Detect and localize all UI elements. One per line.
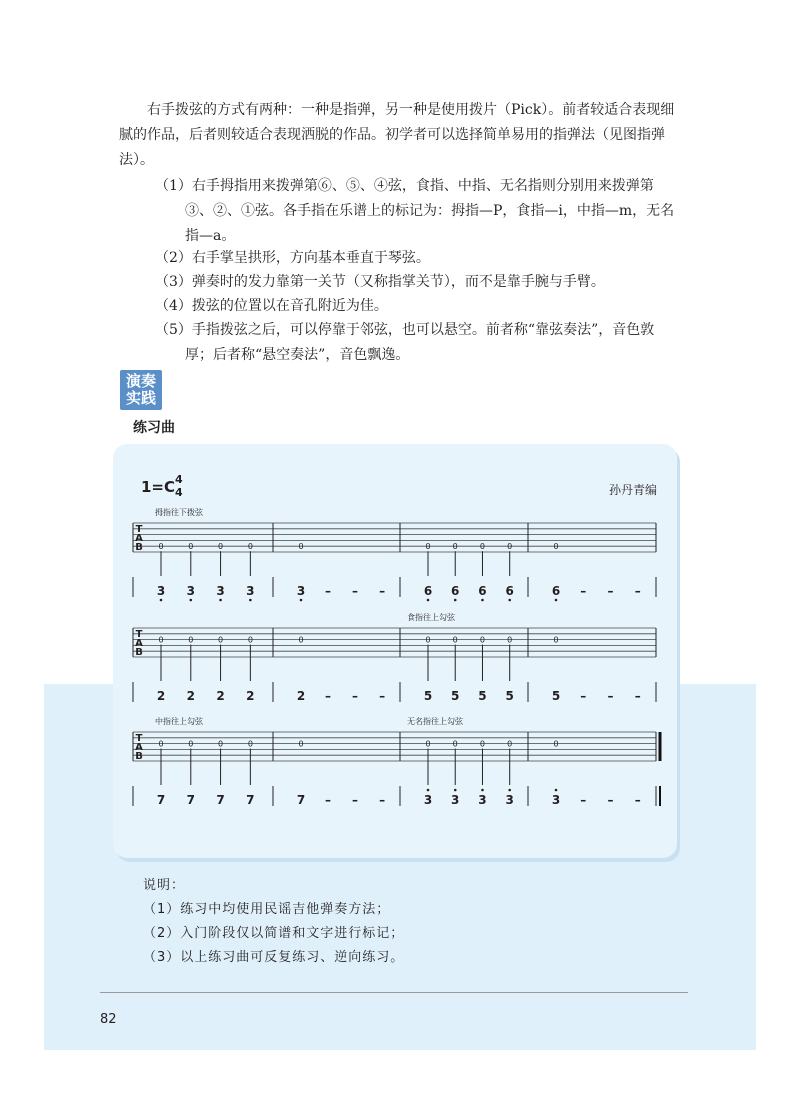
list-item: （4）拨弦的位置以在音孔附近为佳。: [155, 298, 388, 314]
tab-clef-letter: T: [135, 629, 143, 640]
octave-dot: [555, 789, 558, 792]
intro-paragraph: 右手拨弦的方式有两种：一种是指弹，另一种是使用拨片（Pick）。前者较适合表现细腻的作品，后者则较适合表现洒脱的作品。初学者可以选择简单易用的指弹法（见图指弹法）。: [119, 102, 675, 168]
jianpu-note: 3: [156, 584, 166, 598]
octave-dot: [508, 599, 511, 602]
tab-fret-number: 0: [452, 542, 458, 552]
tab-fret-number: 0: [218, 635, 224, 645]
sustain-dash: –: [352, 793, 359, 807]
jianpu-note: 5: [423, 689, 433, 703]
time-signature-bottom: 4: [175, 486, 183, 499]
sustain-dash: –: [580, 689, 587, 703]
tab-fret-number: 0: [158, 542, 164, 552]
tab-fret-number: 0: [507, 542, 513, 552]
jianpu-note: 7: [186, 793, 195, 807]
jianpu-note: 3: [296, 584, 306, 598]
section-title: 练习曲: [133, 420, 175, 436]
note-line: （3）以上练习曲可反复练习、逆向练习。: [143, 950, 405, 965]
badge-line: 实践: [125, 389, 156, 407]
sustain-dash: –: [379, 793, 386, 807]
tab-fret-number: 0: [479, 542, 486, 552]
jianpu-note: 7: [246, 793, 255, 807]
sustain-dash: –: [634, 584, 641, 598]
tab-fret-number: 0: [298, 739, 304, 749]
octave-dot: [481, 599, 484, 602]
tab-clef-letter: A: [135, 742, 143, 753]
tab-fret-number: 0: [247, 542, 253, 552]
note-line: （1）练习中均使用民谣吉他弹奏方法；: [143, 902, 391, 917]
sustain-dash: –: [379, 584, 386, 598]
tab-fret-number: 0: [553, 635, 559, 645]
sustain-dash: –: [580, 793, 587, 807]
tab-fret-number: 0: [507, 635, 513, 645]
technique-label: 无名指往上勾弦: [407, 717, 463, 726]
tab-fret-number: 0: [247, 635, 253, 645]
tab-fret-number: 0: [188, 542, 194, 552]
technique-label: 拇指往下拨弦: [155, 508, 203, 517]
tab-fret-number: 0: [218, 739, 224, 749]
tab-fret-number: 0: [452, 635, 458, 645]
octave-dot: [427, 599, 430, 602]
arranger-credit: 孙丹青编: [608, 483, 657, 497]
tab-fret-number: 0: [479, 739, 486, 749]
jianpu-note: 6: [423, 584, 433, 598]
jianpu-note: 3: [505, 793, 514, 807]
tab-clef-letter: A: [135, 533, 143, 544]
note-line: （2）入门阶段仅以简谱和文字进行标记；: [143, 926, 405, 941]
jianpu-note: 3: [216, 584, 225, 598]
tab-fret-number: 0: [425, 739, 431, 749]
tab-fret-number: 0: [247, 739, 253, 749]
octave-dot: [219, 599, 222, 602]
sustain-dash: –: [352, 689, 359, 703]
key-signature: 1=C: [141, 478, 176, 496]
sustain-dash: –: [607, 689, 614, 703]
jianpu-note: 3: [451, 793, 460, 807]
tab-score: [113, 444, 677, 858]
footer-divider: [100, 992, 688, 993]
octave-dot: [508, 789, 511, 792]
tab-fret-number: 0: [298, 542, 304, 552]
tab-clef-letter: B: [135, 542, 143, 553]
sustain-dash: –: [325, 793, 332, 807]
sustain-dash: –: [325, 689, 332, 703]
list-item: （5）手指拨弦之后，可以停靠于邻弦，也可以悬空。前者称“靠弦奏法”，音色敦厚；后者称“悬空奏法”，音色飘逸。: [155, 322, 655, 363]
jianpu-note: 5: [551, 689, 561, 703]
technique-label: 食指往上勾弦: [407, 613, 455, 622]
octave-dot: [481, 789, 484, 792]
tab-fret-number: 0: [479, 635, 486, 645]
jianpu-note: 6: [551, 584, 561, 598]
jianpu-note: 2: [156, 689, 166, 703]
sustain-dash: –: [607, 793, 614, 807]
octave-dot: [454, 599, 457, 602]
jianpu-note: 3: [186, 584, 195, 598]
octave-dot: [249, 599, 252, 602]
octave-dot: [189, 599, 192, 602]
octave-dot: [427, 789, 430, 792]
octave-dot: [160, 599, 163, 602]
jianpu-note: 2: [216, 689, 225, 703]
score-card: [113, 444, 677, 858]
tab-fret-number: 0: [553, 542, 559, 552]
jianpu-note: 5: [505, 689, 514, 703]
sustain-dash: –: [607, 584, 614, 598]
list-item: （1）右手拇指用来拨弹第⑥、⑤、④弦，食指、中指、无名指则分别用来拨弹第③、②、①弦。各手指在乐谱上的标记为：拇指—P，食指—i，中指—m，无名指—a。: [155, 178, 675, 244]
octave-dot: [555, 599, 558, 602]
sustain-dash: –: [352, 584, 359, 598]
jianpu-note: 5: [451, 689, 460, 703]
tab-fret-number: 0: [188, 635, 194, 645]
sustain-dash: –: [634, 793, 641, 807]
tab-fret-number: 0: [425, 542, 431, 552]
page-number: 82: [100, 1012, 117, 1027]
jianpu-note: 2: [296, 689, 306, 703]
sustain-dash: –: [634, 689, 641, 703]
sustain-dash: –: [580, 584, 587, 598]
jianpu-note: 2: [246, 689, 255, 703]
tab-fret-number: 0: [452, 739, 458, 749]
notes-heading: 说明：: [143, 878, 186, 893]
tab-fret-number: 0: [298, 635, 304, 645]
jianpu-note: 2: [186, 689, 195, 703]
tab-clef-letter: T: [135, 524, 143, 535]
jianpu-note: 6: [451, 584, 460, 598]
tab-clef-letter: A: [135, 638, 143, 649]
tab-fret-number: 0: [218, 542, 224, 552]
jianpu-note: 3: [423, 793, 433, 807]
jianpu-note: 3: [478, 793, 487, 807]
jianpu-note: 7: [156, 793, 166, 807]
tab-clef-letter: B: [135, 751, 143, 762]
time-signature-top: 4: [175, 473, 183, 486]
sustain-dash: –: [325, 584, 332, 598]
tab-fret-number: 0: [507, 739, 513, 749]
jianpu-note: 7: [296, 793, 306, 807]
jianpu-note: 3: [551, 793, 561, 807]
practice-badge: [120, 370, 162, 410]
sustain-dash: –: [379, 689, 386, 703]
list-item: （2）右手掌呈拱形，方向基本垂直于琴弦。: [155, 250, 430, 266]
badge-line: 演奏: [125, 372, 156, 390]
technique-label: 中指往上勾弦: [155, 717, 203, 726]
jianpu-note: 6: [478, 584, 487, 598]
tab-clef-letter: T: [135, 733, 143, 744]
list-item: （3）弹奏时的发力靠第一关节（又称指掌关节），而不是靠手腕与手臂。: [155, 274, 605, 290]
jianpu-note: 7: [216, 793, 225, 807]
tab-fret-number: 0: [553, 739, 559, 749]
tab-clef-letter: B: [135, 647, 143, 658]
octave-dot: [300, 599, 303, 602]
tab-fret-number: 0: [158, 739, 164, 749]
jianpu-note: 5: [478, 689, 487, 703]
tab-fret-number: 0: [188, 739, 194, 749]
jianpu-note: 6: [505, 584, 514, 598]
jianpu-note: 3: [246, 584, 255, 598]
tab-fret-number: 0: [425, 635, 431, 645]
octave-dot: [454, 789, 457, 792]
tab-fret-number: 0: [158, 635, 164, 645]
